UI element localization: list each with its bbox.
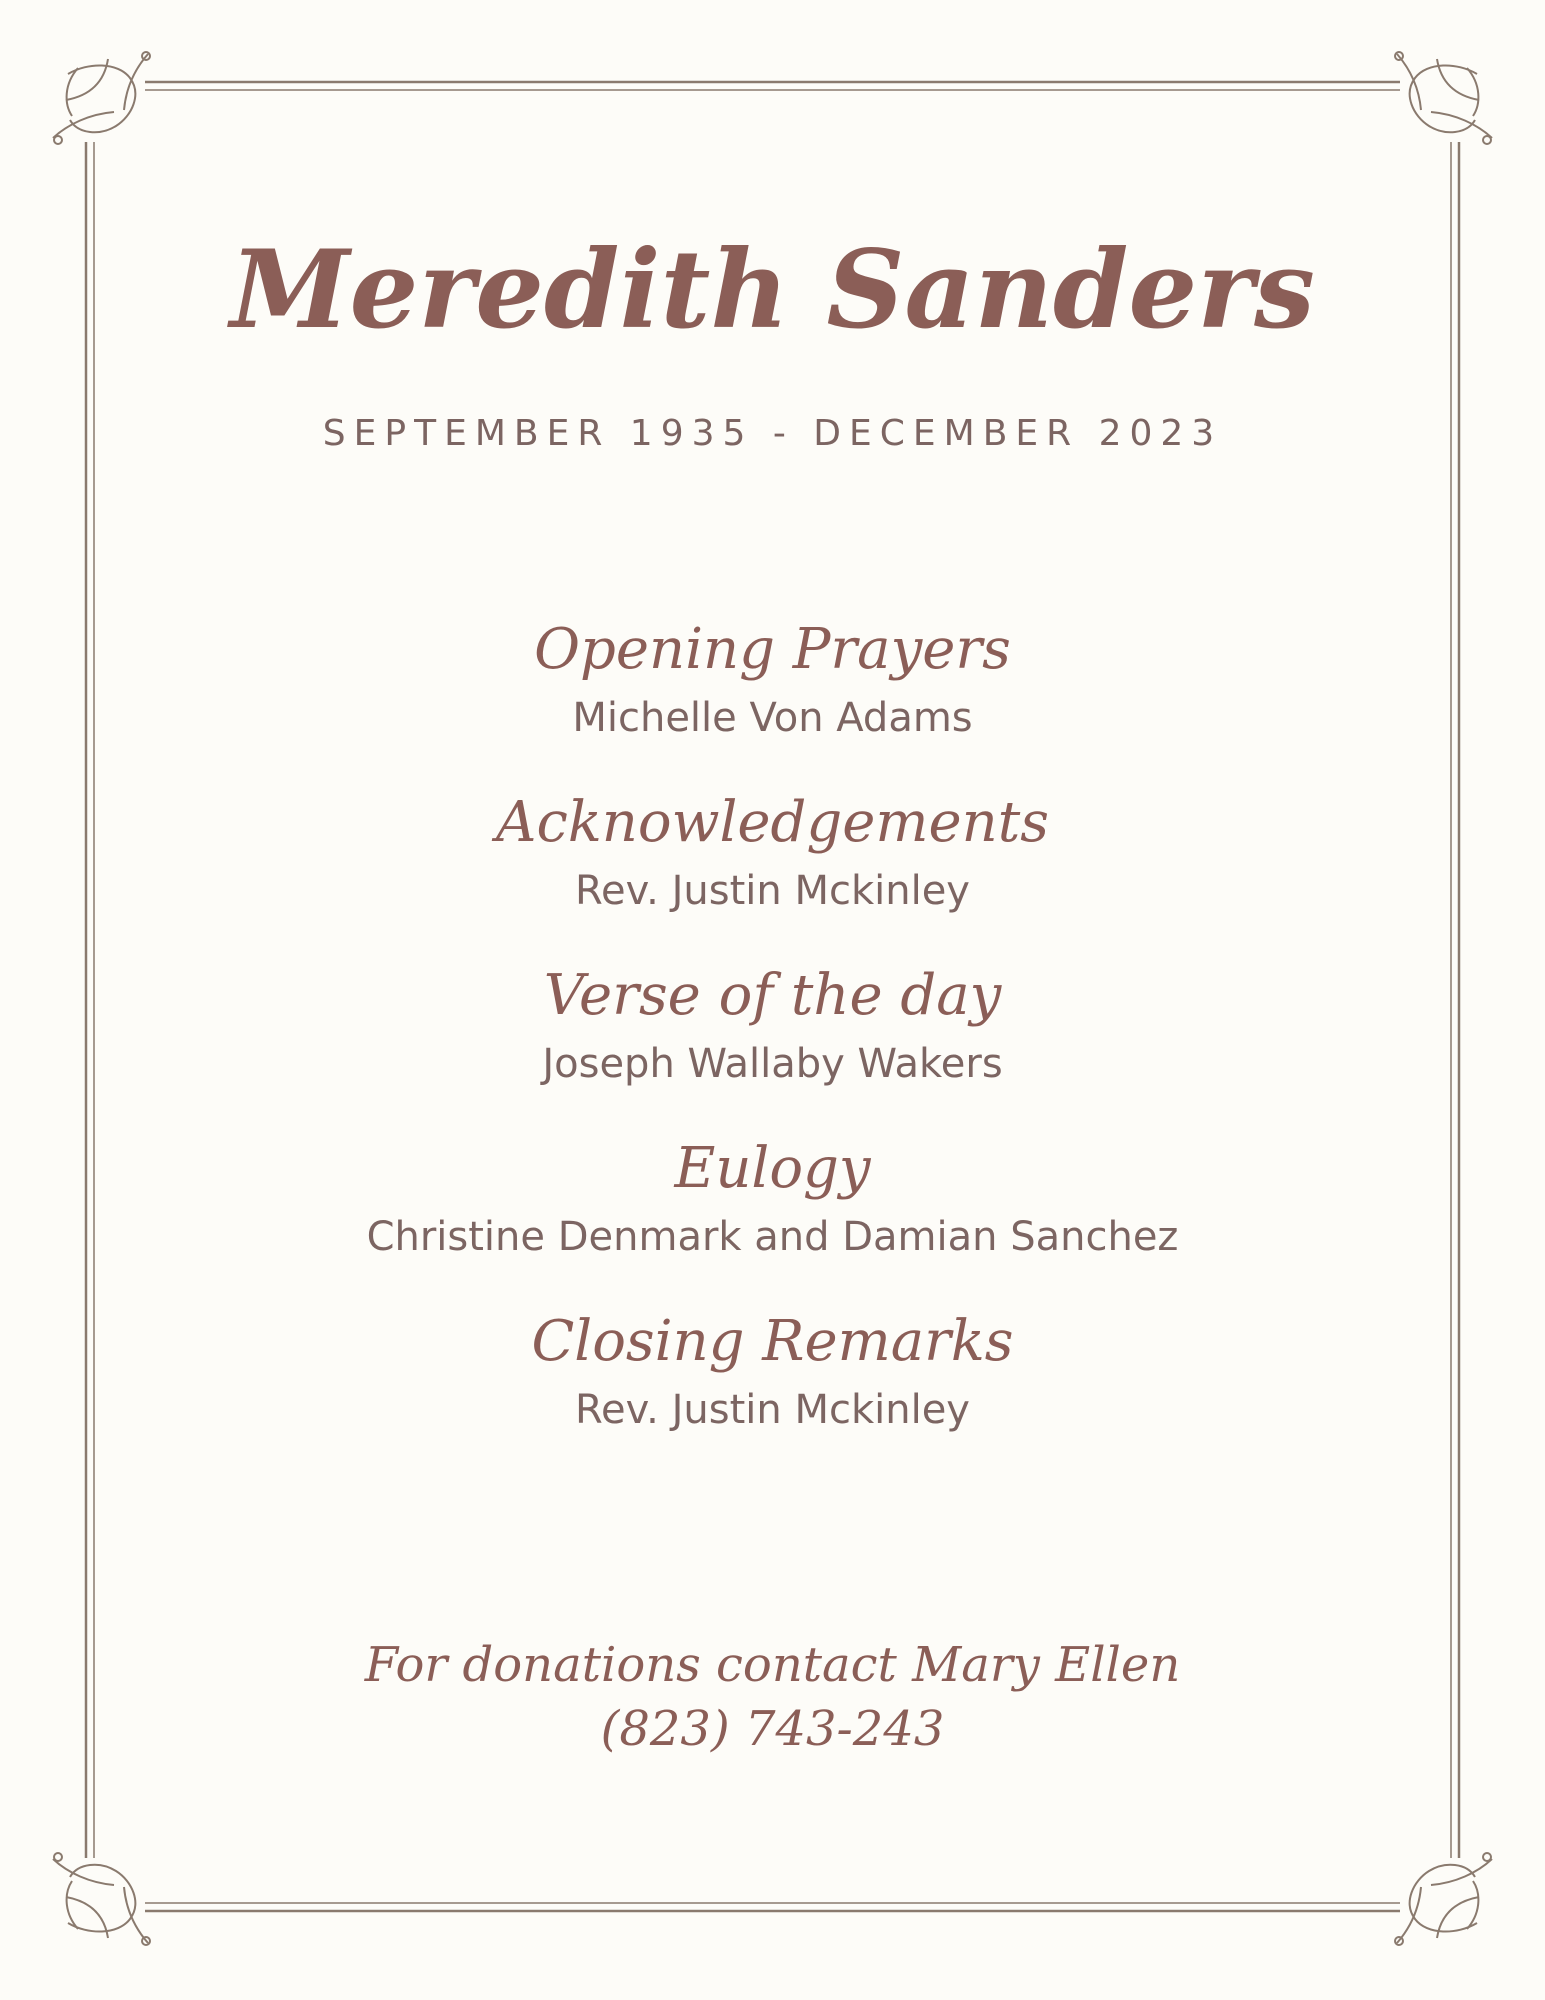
donations-note — [0, 1633, 1545, 1761]
page-title: Meredith Sanders — [230, 227, 1315, 353]
program-item-opening-prayers — [0, 612, 1545, 785]
program-item-name: Michelle Von Adams — [572, 695, 973, 741]
program-item-closing-remarks — [0, 1304, 1545, 1477]
program-item-heading: Eulogy — [674, 1136, 871, 1201]
program-item-heading: Acknowledgements — [496, 790, 1049, 855]
program-item-verse-of-the-day — [0, 958, 1545, 1131]
donations-contact-text: For donations contact Mary Ellen — [364, 1637, 1181, 1693]
donations-phone-number: (823) 743-243 — [600, 1701, 945, 1757]
program-item-name: Christine Denmark and Damian Sanchez — [366, 1214, 1179, 1260]
program-item-name: Rev. Justin Mckinley — [575, 1387, 970, 1433]
program-item-name: Joseph Wallaby Wakers — [542, 1041, 1003, 1087]
program-item-eulogy — [0, 1131, 1545, 1304]
program-item-acknowledgements — [0, 785, 1545, 958]
program-item-heading: Closing Remarks — [531, 1309, 1014, 1374]
life-dates: SEPTEMBER 1935 - DECEMBER 2023 — [322, 413, 1223, 454]
program-item-heading: Verse of the day — [543, 963, 1002, 1028]
program-item-heading: Opening Prayers — [534, 617, 1011, 682]
program-item-name: Rev. Justin Mckinley — [575, 868, 970, 914]
program-list — [0, 612, 1545, 1477]
